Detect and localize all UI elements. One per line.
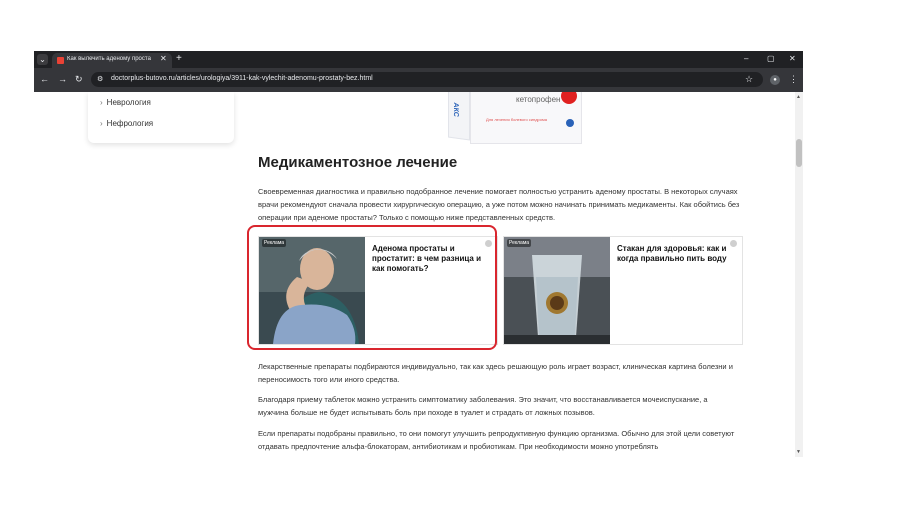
ad-card-2[interactable] xyxy=(503,236,743,345)
back-icon[interactable]: ← xyxy=(40,74,49,84)
ad-info-icon[interactable] xyxy=(730,240,737,247)
page-content xyxy=(34,92,795,457)
scroll-down-icon[interactable]: ▼ xyxy=(796,449,801,455)
product-box-front xyxy=(470,92,582,144)
tab-search-button[interactable]: ⌄ xyxy=(37,54,48,65)
ad-image-glass[interactable] xyxy=(504,237,610,344)
sidebar-item-label: Нефрология xyxy=(106,119,154,128)
product-brand: кетопрофен xyxy=(516,95,561,104)
tab-title: Как вылечить аденому проста xyxy=(67,56,151,62)
ad-title[interactable]: Аденома простаты и простатит: в чем разница и как помогать? xyxy=(372,244,481,273)
paragraph-3: Если препараты подобраны правильно, то они помогут улучшить репродуктивную функцию организма. Обычно для этой цели советуют отдавать предпочтение альфа-блокаторам, антибиотикам и пробиотикам. При необходимости можно употреблять xyxy=(258,429,735,451)
minimize-button[interactable]: – xyxy=(744,54,749,63)
forward-icon[interactable]: → xyxy=(58,74,67,84)
site-info-icon[interactable]: ⚙ xyxy=(97,76,104,83)
product-note: Для лечения болевого синдрома xyxy=(486,117,547,122)
vertical-scrollbar[interactable] xyxy=(795,92,803,457)
ad-label: Реклама xyxy=(509,240,530,246)
paragraph-1: Лекарственные препараты подбираются индивидуально, так как здесь решающую роль играет возраст, клиническая картина болезни и переносимость того или иного средства. xyxy=(258,362,733,384)
address-bar-row xyxy=(34,68,803,92)
product-red-dot xyxy=(561,92,577,104)
profile-avatar[interactable]: ● xyxy=(770,75,780,85)
product-box-side: АКС xyxy=(448,92,470,141)
ad-label: Реклама xyxy=(264,240,285,246)
new-tab-button[interactable]: + xyxy=(176,53,182,64)
section-heading: Медикаментозное лечение xyxy=(258,154,458,171)
address-bar[interactable] xyxy=(91,72,763,87)
product-logo-icon xyxy=(566,119,574,127)
scroll-thumb[interactable] xyxy=(796,139,802,167)
maximize-button[interactable]: ▢ xyxy=(767,54,775,63)
tab-bar xyxy=(34,51,803,68)
chevron-right-icon: › xyxy=(100,98,103,107)
menu-kebab-icon[interactable]: ⋮ xyxy=(789,74,798,84)
sidebar-item-nephrology[interactable] xyxy=(100,119,153,128)
sidebar-item-neurology[interactable] xyxy=(100,98,151,107)
url-text[interactable]: doctorplus-butovo.ru/articles/urologiya/3911-kak-vylechit-adenomu-prostaty-bez.html xyxy=(111,75,373,82)
ad-title[interactable]: Стакан для здоровья: как и когда правильно пить воду xyxy=(617,244,727,263)
sidebar-item-label: Неврология xyxy=(106,98,151,107)
browser-window xyxy=(34,51,803,457)
scroll-up-icon[interactable]: ▲ xyxy=(796,94,801,100)
favicon-icon xyxy=(57,57,64,64)
intro-paragraph: Своевременная диагностика и правильно подобранное лечение помогает полностью устранить аденому простаты. В некоторых случаях врачи рекомендуют сначала провести хирургическую операцию, а уже потом можно начинать принимать медикаменты. Как обойтись без операции при аденоме простаты? Только с помощью ниже представленных средств. xyxy=(258,187,740,222)
bookmark-star-icon[interactable]: ☆ xyxy=(745,74,754,84)
paragraph-2: Благодаря приему таблеток можно устранить симптоматику заболевания. Это значит, что восстанавливается мочеиспускание, а мужчина больше не будет испытывать боль при походе в туалет и страдать от ложных позывов. xyxy=(258,395,708,417)
chevron-right-icon: › xyxy=(100,119,103,128)
reload-icon[interactable]: ↻ xyxy=(75,74,83,84)
highlight-box xyxy=(247,225,497,350)
category-sidebar xyxy=(88,92,234,143)
product-image xyxy=(442,92,580,142)
close-window-button[interactable]: ✕ xyxy=(789,54,796,63)
tab-close-icon[interactable]: ✕ xyxy=(160,54,167,63)
active-tab[interactable] xyxy=(52,53,172,68)
